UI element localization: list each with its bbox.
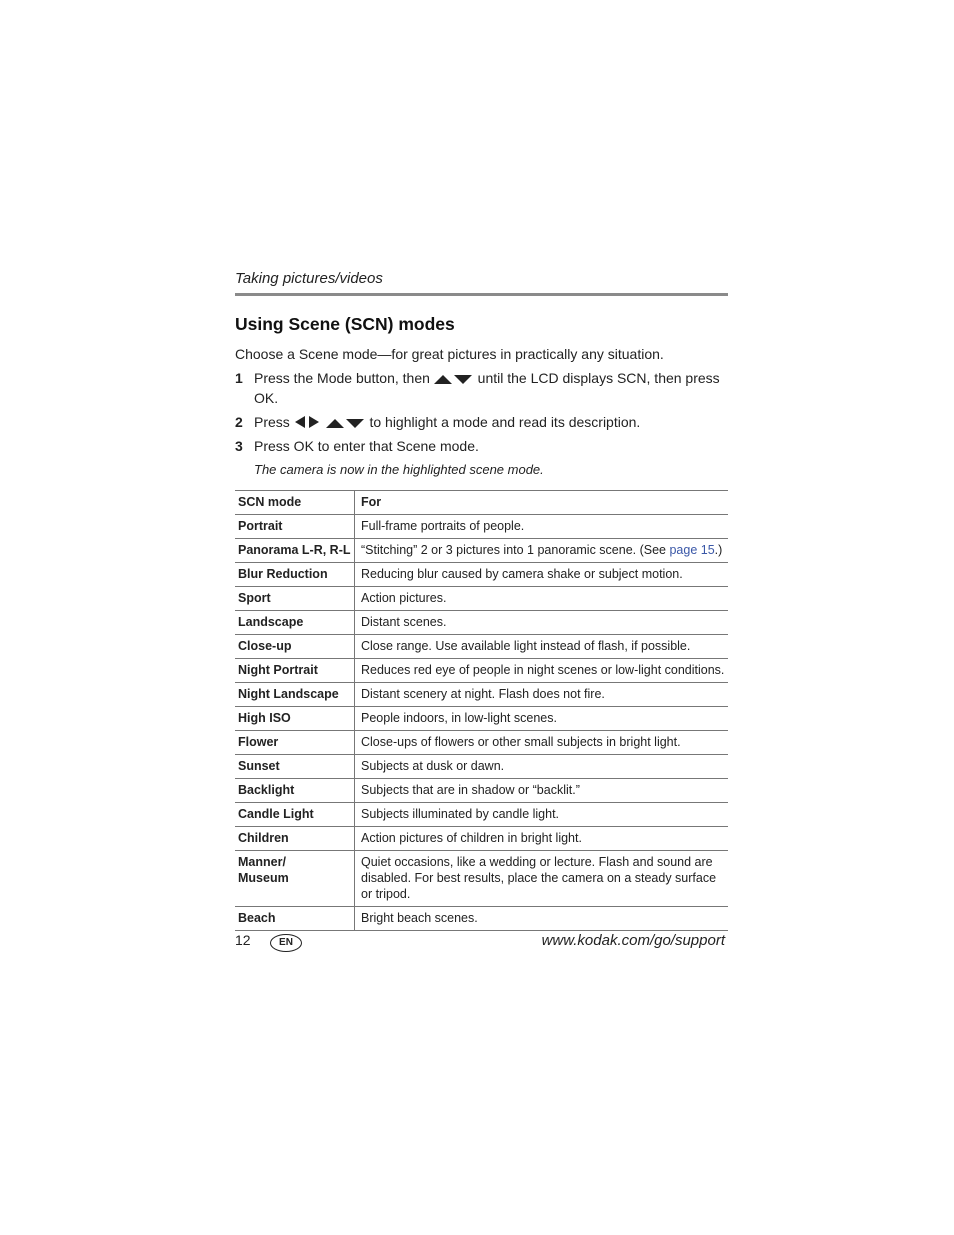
- page-footer: [235, 932, 728, 952]
- step-text: Press OK to enter that Scene mode.: [254, 438, 479, 454]
- scene-mode-name: Children: [235, 827, 355, 851]
- section-header: Taking pictures/videos: [235, 268, 728, 296]
- step-number: 1: [235, 370, 243, 386]
- down-arrow-icon: [346, 419, 364, 428]
- language-badge: EN: [270, 934, 302, 952]
- step-text-before: Press: [254, 414, 290, 430]
- scene-modes-table: [235, 490, 728, 931]
- description-text: “Stitching” 2 or 3 pictures into 1 panoramic scene. (See: [361, 543, 670, 557]
- description-text: People indoors, in low-light scenes.: [361, 711, 557, 725]
- step-text-before: Press the Mode button, then: [254, 370, 430, 386]
- table-body: [235, 515, 728, 931]
- up-arrow-icon: [326, 419, 344, 428]
- description-text-after: .): [714, 543, 723, 557]
- scene-mode-name: Candle Light: [235, 803, 355, 827]
- table-row: [235, 659, 728, 683]
- description-text: Subjects at dusk or dawn.: [361, 759, 505, 773]
- right-arrow-icon: [309, 416, 319, 428]
- down-arrow-icon: [454, 375, 472, 384]
- step-text-after: until the LCD displays SCN, then press OK.: [254, 370, 720, 406]
- scene-mode-name: Panorama L-R, R-L: [235, 539, 355, 563]
- step-number: 2: [235, 414, 243, 430]
- table-row: [235, 755, 728, 779]
- description-text: Close-ups of flowers or other small subjects in bright light.: [361, 735, 681, 749]
- table-row: [235, 683, 728, 707]
- scene-mode-description: [355, 755, 729, 779]
- scene-mode-description: [355, 803, 729, 827]
- table-row: [235, 731, 728, 755]
- scene-mode-description: [355, 707, 729, 731]
- description-text: Quiet occasions, like a wedding or lecture. Flash and sound are disabled. For best results, place the camera on a steady surface or tripod.: [361, 855, 717, 901]
- intro-paragraph: Choose a Scene mode—for great pictures in practically any situation.: [235, 346, 664, 362]
- description-text: Distant scenes.: [361, 615, 447, 629]
- description-text: Close range. Use available light instead of flash, if possible.: [361, 639, 691, 653]
- scene-mode-name: Beach: [235, 907, 355, 931]
- table-row: [235, 707, 728, 731]
- step-number: 3: [235, 438, 243, 454]
- scene-mode-description: [355, 563, 729, 587]
- table-row: [235, 539, 728, 563]
- table-row: [235, 563, 728, 587]
- scene-mode-name: Backlight: [235, 779, 355, 803]
- up-down-arrows-icon: [434, 373, 474, 385]
- scene-mode-description: [355, 827, 729, 851]
- table-row: [235, 851, 728, 907]
- step-2: [235, 412, 728, 432]
- manual-page: [235, 268, 728, 931]
- column-header-mode: SCN mode: [235, 491, 355, 515]
- table-header-row: [235, 491, 728, 515]
- scene-mode-description: [355, 659, 729, 683]
- scene-mode-name: Close-up: [235, 635, 355, 659]
- step-1: [235, 368, 728, 408]
- step-result: The camera is now in the highlighted scene mode.: [254, 462, 544, 477]
- table-row: [235, 635, 728, 659]
- scene-mode-name: Night Landscape: [235, 683, 355, 707]
- table-row: [235, 611, 728, 635]
- scene-mode-name: Night Portrait: [235, 659, 355, 683]
- description-text: Subjects illuminated by candle light.: [361, 807, 560, 821]
- up-down-arrows-icon: [326, 417, 366, 429]
- scene-mode-description: [355, 731, 729, 755]
- scene-mode-description: [355, 907, 729, 931]
- scene-mode-description: [355, 587, 729, 611]
- scene-mode-description: [355, 635, 729, 659]
- table-row: [235, 907, 728, 931]
- page-link[interactable]: page 15: [669, 543, 715, 557]
- scene-mode-name: High ISO: [235, 707, 355, 731]
- scene-mode-name: Sunset: [235, 755, 355, 779]
- scene-mode-description: [355, 683, 729, 707]
- description-text: Subjects that are in shadow or “backlit.”: [361, 783, 580, 797]
- table-row: [235, 515, 728, 539]
- description-text: Reducing blur caused by camera shake or subject motion.: [361, 567, 683, 581]
- step-text-after: to highlight a mode and read its description.: [369, 414, 641, 430]
- description-text: Full-frame portraits of people.: [361, 519, 525, 533]
- table-row: [235, 779, 728, 803]
- scene-mode-name: Sport: [235, 587, 355, 611]
- description-text: Distant scenery at night. Flash does not fire.: [361, 687, 605, 701]
- page-number: 12: [235, 932, 251, 948]
- table-row: [235, 587, 728, 611]
- support-url: www.kodak.com/go/support: [541, 932, 725, 949]
- up-arrow-icon: [434, 375, 452, 384]
- left-arrow-icon: [295, 416, 305, 428]
- scene-mode-description: [355, 515, 729, 539]
- page-title: Using Scene (SCN) modes: [235, 314, 455, 334]
- table-row: [235, 827, 728, 851]
- description-text: Reduces red eye of people in night scenes or low-light conditions.: [361, 663, 725, 677]
- scene-mode-name: Blur Reduction: [235, 563, 355, 587]
- description-text: Bright beach scenes.: [361, 911, 478, 925]
- scene-mode-description: [355, 611, 729, 635]
- left-right-arrows-icon: [294, 415, 322, 429]
- scene-mode-name: Manner/ Museum: [235, 851, 355, 907]
- step-3: [235, 436, 728, 456]
- scene-mode-description: [355, 539, 729, 563]
- scene-mode-name: Flower: [235, 731, 355, 755]
- column-header-for: For: [355, 491, 729, 515]
- description-text: Action pictures of children in bright light.: [361, 831, 582, 845]
- description-text: Action pictures.: [361, 591, 447, 605]
- scene-mode-description: [355, 779, 729, 803]
- table-row: [235, 803, 728, 827]
- scene-mode-name: Portrait: [235, 515, 355, 539]
- scene-mode-name: Landscape: [235, 611, 355, 635]
- scene-mode-description: [355, 851, 729, 907]
